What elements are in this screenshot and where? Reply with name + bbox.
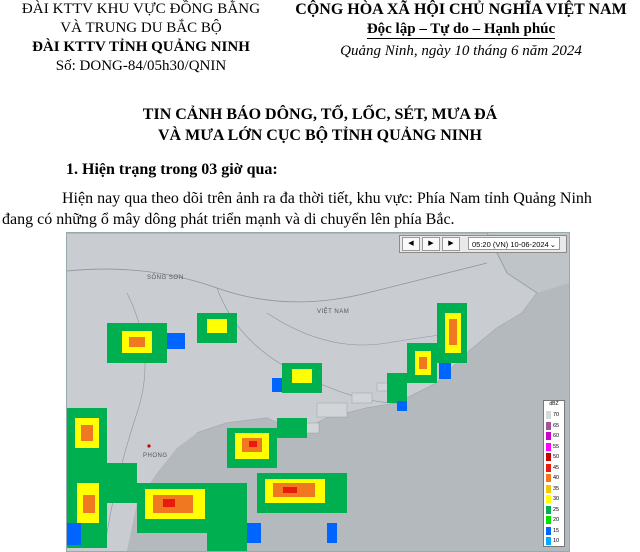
legend-row — [546, 515, 562, 525]
legend-row — [546, 452, 562, 462]
map-label-viet-nam: VIỆT NAM — [317, 309, 350, 315]
map-label-phong: PHONG — [143, 453, 168, 459]
radar-map — [66, 232, 570, 552]
legend-row — [546, 410, 562, 420]
section-heading: 1. Hiện trạng trong 03 giờ qua: — [66, 161, 278, 178]
play-icon: ▶ — [428, 240, 434, 247]
document-title-line-1: TIN CẢNH BÁO DÔNG, TỐ, LỐC, SÉT, MƯA ĐÁ — [142, 106, 498, 123]
next-icon: ▶ — [448, 240, 454, 247]
legend-level: 15 — [553, 527, 560, 534]
play-button[interactable] — [422, 237, 440, 251]
radar-playback-controls — [399, 235, 567, 253]
next-frame-button[interactable] — [442, 237, 460, 251]
document-number: Số: DONG-84/05h30/QNIN — [55, 58, 227, 74]
legend-row — [546, 484, 562, 494]
legend-swatch — [546, 495, 551, 503]
legend-swatch — [546, 537, 551, 545]
legend-level: 10 — [553, 538, 560, 544]
legend-row — [546, 431, 562, 441]
section-paragraph: Hiện nay qua theo dõi trên ảnh ra đa thời tiết, khu vực: Phía Nam tỉnh Quảng Ninh đang có những ổ mây dông phát triển mạnh và di chuyển lên phía Bắc. — [2, 190, 592, 228]
legend-swatch — [546, 516, 551, 524]
legend-swatch — [546, 527, 551, 535]
agency-line-3: ĐÀI KTTV TỈNH QUẢNG NINH — [32, 39, 250, 55]
legend-level: 60 — [553, 433, 560, 439]
national-motto: Độc lập – Tự do – Hạnh phúc — [366, 21, 556, 37]
legend-level: 50 — [553, 454, 560, 460]
previous-icon: ◀ — [408, 240, 414, 247]
legend-level: 55 — [553, 443, 560, 450]
legend-swatch — [546, 432, 551, 440]
dbz-legend — [543, 400, 565, 547]
legend-level: 30 — [553, 496, 560, 502]
legend-swatch — [546, 464, 551, 472]
radar-timestamp-select[interactable] — [468, 237, 560, 250]
legend-level: 70 — [553, 412, 560, 418]
legend-row — [546, 536, 562, 546]
chevron-down-icon: ⌄ — [549, 240, 556, 249]
legend-level: 20 — [553, 517, 560, 523]
previous-frame-button[interactable] — [402, 237, 420, 251]
legend-level: 40 — [553, 475, 560, 481]
national-title: CỘNG HÒA XÃ HỘI CHỦ NGHĨA VIỆT NAM — [295, 1, 627, 18]
legend-swatch — [546, 443, 551, 451]
legend-row — [546, 505, 562, 515]
legend-level: 25 — [553, 506, 560, 513]
legend-row — [546, 473, 562, 483]
place-date: Quảng Ninh, ngày 10 tháng 6 năm 2024 — [340, 43, 582, 59]
national-header — [282, 0, 640, 62]
radar-timestamp: 05:20 (VN) 10-06-2024 — [472, 240, 549, 249]
legend-row — [546, 494, 562, 504]
map-label-song-son: SÔNG SƠN — [147, 275, 184, 281]
legend-swatch — [546, 453, 551, 461]
radar-map-canvas — [67, 233, 569, 551]
legend-row — [546, 421, 562, 431]
agency-line-2: VÀ TRUNG DU BẮC BỘ — [60, 20, 222, 36]
legend-swatch — [546, 485, 551, 493]
legend-swatch — [546, 506, 551, 514]
legend-swatch — [546, 411, 551, 419]
legend-level: 35 — [553, 485, 560, 492]
legend-swatch — [546, 474, 551, 482]
legend-row — [546, 463, 562, 473]
legend-unit: dBZ — [549, 401, 559, 407]
agency-line-1: ĐÀI KTTV KHU VỰC ĐỒNG BẰNG — [21, 1, 261, 17]
legend-row — [546, 442, 562, 452]
issuing-agency-header — [0, 0, 282, 76]
legend-row — [546, 526, 562, 536]
legend-level: 45 — [553, 464, 560, 471]
legend-swatch — [546, 422, 551, 430]
document-title-line-2: VÀ MƯA LỚN CỤC BỘ TỈNH QUẢNG NINH — [157, 127, 482, 144]
legend-level: 65 — [553, 422, 560, 429]
